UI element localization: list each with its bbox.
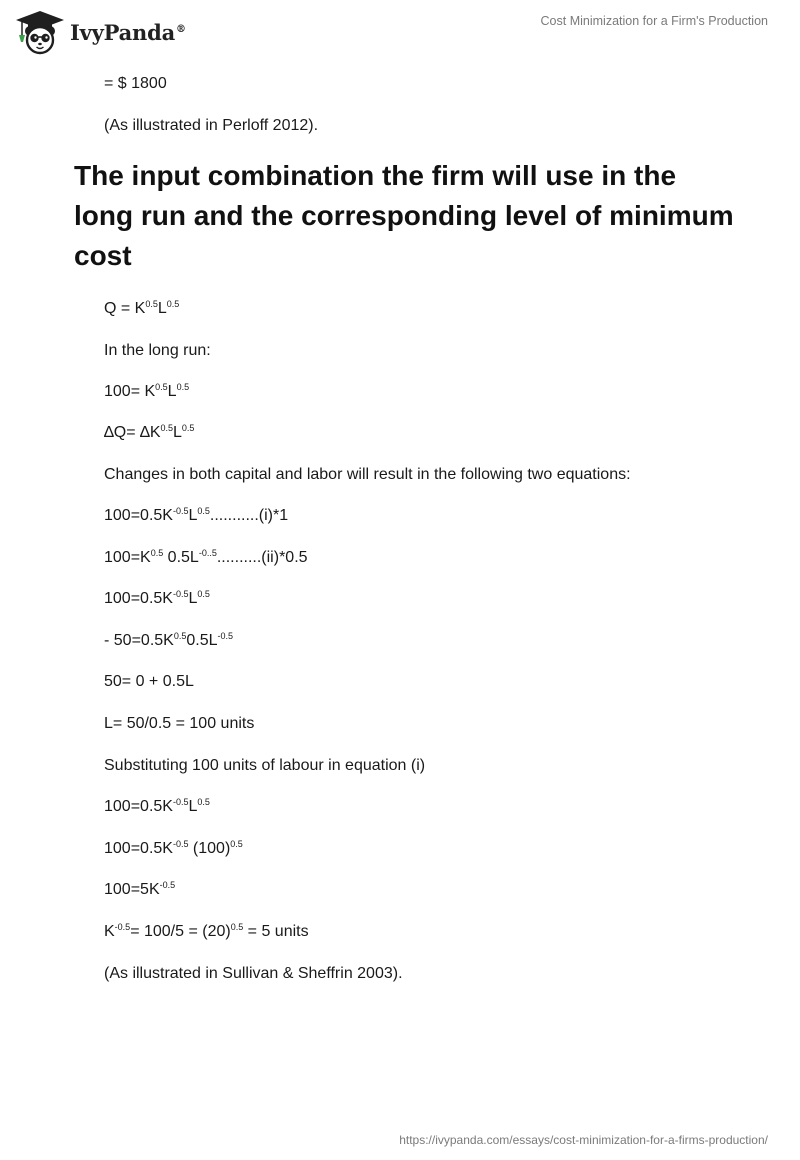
- panda-graduate-icon: [14, 9, 66, 55]
- changes-text: Changes in both capital and labor will result in the following two equations:: [104, 466, 631, 483]
- citation-sullivan: (As illustrated in Sullivan & Sheffrin 2003).: [104, 965, 403, 982]
- top-result-line: = $ 1800: [104, 75, 167, 92]
- ivypanda-logo[interactable]: [14, 9, 186, 55]
- section-heading: The input combination the firm will use in the long run and the corresponding level of minimum cost: [74, 160, 734, 271]
- equation-k: $K^{-0.5}= 100/5 = (20)^{0.5} = 5$ units: [104, 922, 309, 940]
- equation-s1: $100=0.5K^{-0.5}L^{0.5}$: [104, 797, 210, 815]
- equation-sub-2: - $50=0.5K^{0.5}0.5L^{-0.5}$: [104, 631, 233, 649]
- equation-ii: $100=K^{0.5}$ $0.5L^{-0..5}..........(ii)*0.5$: [104, 548, 308, 566]
- substituting-text: Substituting 100 units of labour in equation (i): [104, 757, 426, 774]
- logo-wordmark: IvyPanda®: [70, 19, 186, 45]
- registered-mark: ®: [176, 23, 186, 35]
- equation-l: L= 50/0.5 = 100 units: [104, 715, 255, 732]
- equation-sub-1: $100=0.5K^{-0.5}L^{0.5}$: [104, 589, 210, 607]
- equation-q: $Q = K^{0.5}L^{0.5}$: [104, 299, 180, 317]
- equation-100: $100= K^{0.5}L^{0.5}$: [104, 382, 190, 400]
- citation-perloff: (As illustrated in Perloff 2012).: [104, 117, 319, 134]
- equation-delta: $\Delta Q= \Delta K^{0.5}L^{0.5}$: [104, 423, 195, 441]
- equation-50: 50= 0 + 0.5L: [104, 673, 194, 690]
- equation-s3: $100=5K^{-0.5}$: [104, 880, 176, 898]
- equation-i: $100=0.5K^{-0.5}L^{0.5}...........(i)*1$: [104, 506, 289, 524]
- document-title: Cost Minimization for a Firm's Production: [540, 14, 768, 28]
- footer-url-link[interactable]: https://ivypanda.com/essays/cost-minimization-for-a-firms-production/: [399, 1133, 768, 1147]
- page-header: [0, 0, 800, 60]
- long-run-label: In the long run:: [104, 342, 211, 359]
- equation-s2: $100=0.5K^{-0.5}$ $(100)^{0.5}$: [104, 839, 243, 857]
